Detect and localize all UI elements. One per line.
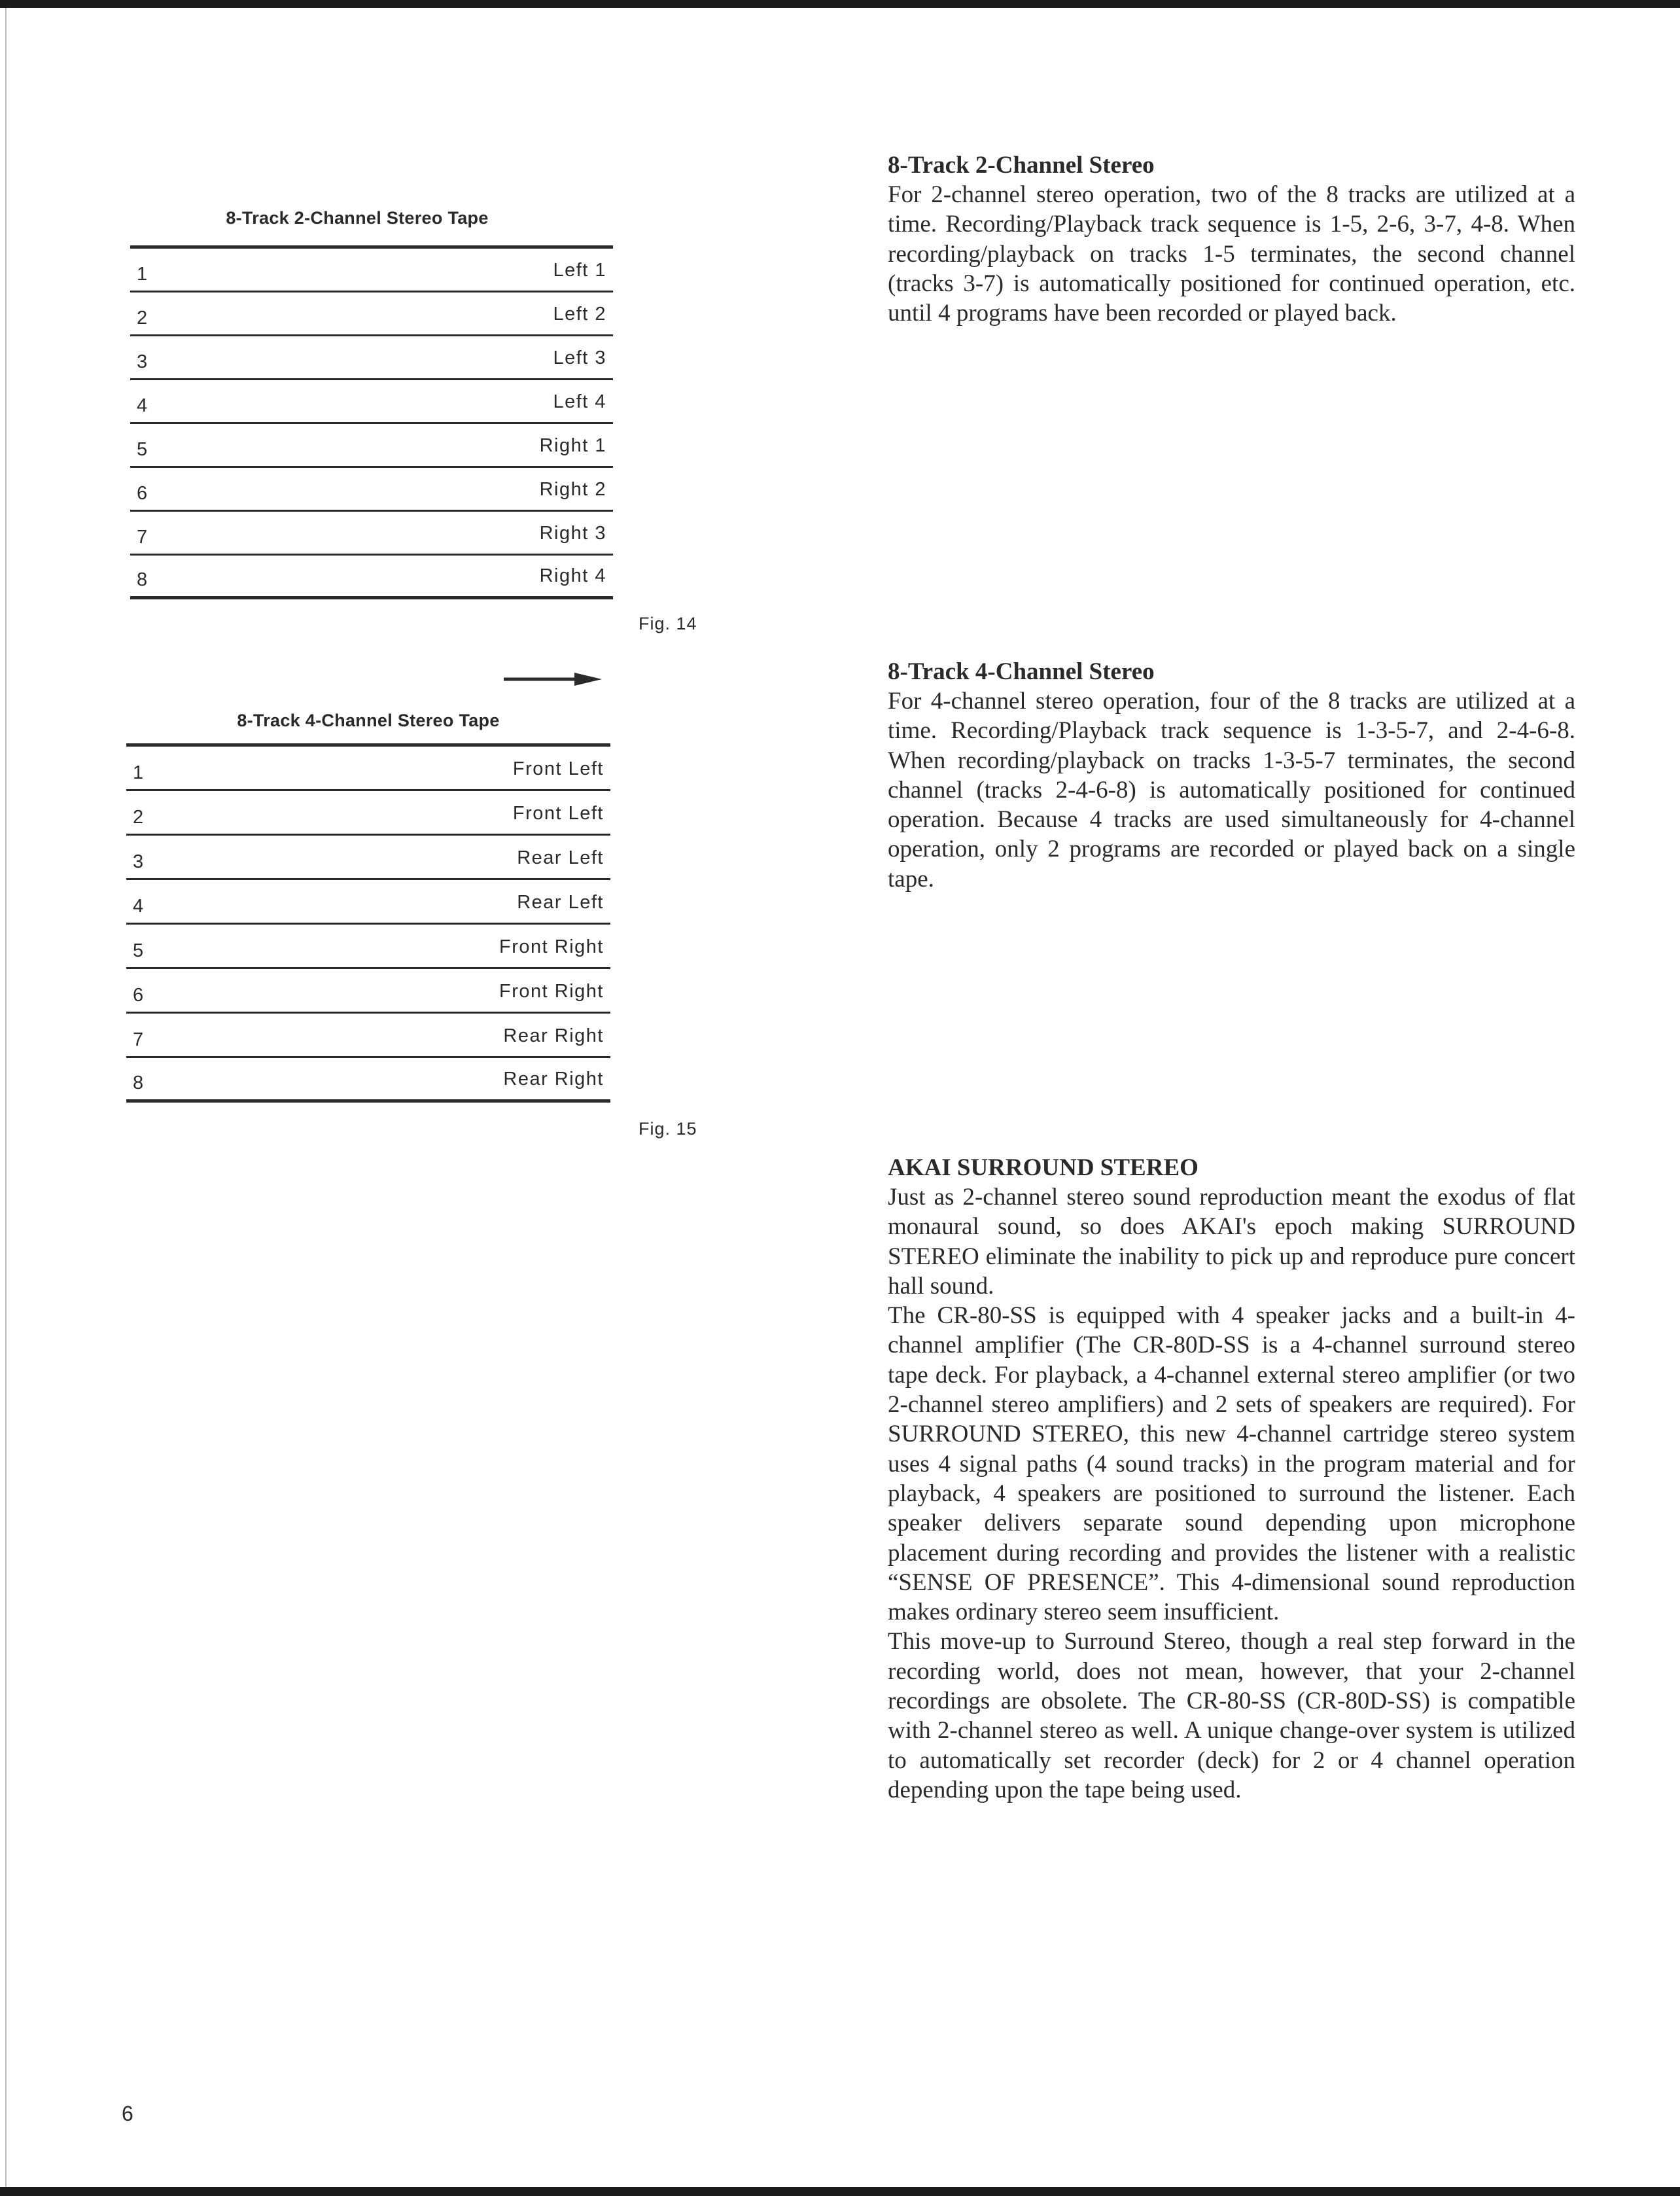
track-number: 4 bbox=[137, 395, 148, 416]
table-row bbox=[130, 424, 613, 468]
channel-label: Rear Right bbox=[503, 1025, 604, 1046]
channel-label: Front Right bbox=[499, 936, 604, 957]
table-row bbox=[126, 747, 610, 791]
page-border-bottom bbox=[0, 2187, 1680, 2196]
channel-label: Left 3 bbox=[553, 347, 606, 368]
table-row bbox=[130, 556, 613, 599]
section-body: For 2-channel stereo operation, two of the 8 tracks are utilized at a time. Recording/Playback track sequence is 1-5, 2-6, 3-7, 4-8. When recording/playback on tracks 1-5 terminates, the second channel (tracks 3-7) is automatically positioned for continued operation, etc. until 4 programs have been recorded or played back. bbox=[888, 181, 1575, 327]
track-number: 2 bbox=[137, 308, 148, 328]
fig15-table-title: 8-Track 4-Channel Stereo Tape bbox=[237, 711, 500, 730]
page-border-top bbox=[0, 0, 1680, 8]
table-row bbox=[130, 380, 613, 424]
channel-label: Front Left bbox=[512, 803, 604, 824]
channel-label: Rear Left bbox=[517, 847, 604, 868]
track-number: 5 bbox=[133, 940, 144, 961]
track-number: 1 bbox=[133, 762, 144, 783]
track-number: 7 bbox=[137, 527, 148, 548]
channel-label: Left 2 bbox=[553, 304, 606, 325]
track-number: 3 bbox=[137, 351, 148, 372]
track-number: 3 bbox=[133, 851, 144, 872]
channel-label: Rear Left bbox=[517, 892, 604, 913]
page-number: 6 bbox=[122, 2102, 133, 2125]
section-paragraph: The CR-80-SS is equipped with 4 speaker jacks and a built-in 4-channel amplifier (The CR-80D-SS is a 4-channel surround stereo tape deck. For playback, a 4-channel external stereo amplifier (or two 2-channel stereo amplifiers) and 2 sets of speakers are required). For SURROUND STEREO, this new 4-channel cartridge stereo system uses 4 signal paths (4 sound tracks) in the program material and for playback, 4 speakers are positioned to surround the listener. Each speaker delivers separate sound depending upon microphone placement during recording and provides the listener with a realistic “SENSE OF PRESENCE”. This 4-dimensional sound reproduction makes ordinary stereo seem insufficient. bbox=[888, 1302, 1575, 1626]
section-paragraph: Just as 2-channel stereo sound reproduction meant the exodus of flat monaural sound, so does AKAI's epoch making SURROUND STEREO eliminate the inability to pick up and reproduce pure concert hall sound. bbox=[888, 1184, 1575, 1300]
table-row bbox=[130, 512, 613, 556]
channel-label: Rear Right bbox=[503, 1069, 604, 1089]
table-row bbox=[126, 791, 610, 836]
section-2-channel bbox=[888, 151, 1575, 328]
table-row bbox=[126, 969, 610, 1014]
section-surround-stereo bbox=[888, 1153, 1575, 1805]
section-paragraph: This move-up to Surround Stereo, though a real step forward in the recording world, does not mean, however, that your 2-channel recordings are obsolete. The CR-80-SS (CR-80D-SS) is compatible with 2-channel stereo as well. A unique change-over system is utilized to automatically set recorder (deck) for 2 or 4 channel operation depending upon the tape being used. bbox=[888, 1628, 1575, 1803]
table-row bbox=[130, 336, 613, 380]
track-number: 8 bbox=[133, 1072, 144, 1093]
track-number: 6 bbox=[137, 483, 148, 504]
track-number: 5 bbox=[137, 439, 148, 460]
channel-label: Right 3 bbox=[539, 523, 606, 544]
table-row bbox=[130, 249, 613, 292]
table-row bbox=[126, 1058, 610, 1103]
track-number: 6 bbox=[133, 985, 144, 1006]
track-number: 1 bbox=[137, 264, 148, 285]
fig15-table-body bbox=[126, 743, 610, 1103]
fig14-caption: Fig. 14 bbox=[639, 614, 697, 633]
table-row bbox=[130, 292, 613, 336]
tape-direction-arrow-icon bbox=[504, 671, 602, 687]
fig15-caption: Fig. 15 bbox=[639, 1119, 697, 1139]
track-number: 7 bbox=[133, 1029, 144, 1050]
track-number: 8 bbox=[137, 569, 148, 590]
channel-label: Left 4 bbox=[553, 391, 606, 412]
table-row bbox=[130, 468, 613, 512]
channel-label: Right 2 bbox=[539, 479, 606, 500]
channel-label: Right 4 bbox=[539, 565, 606, 586]
table-row bbox=[126, 925, 610, 969]
section-body: For 4-channel stereo operation, four of the 8 tracks are utilized at a time. Recording/Playback track sequence is 1-3-5-7, and 2-4-6-8. When recording/playback on tracks 1-3-5-7 terminates, the second channel (tracks 2-4-6-8) is automatically positioned for continued operation. Because 4 tracks are used simultaneously for 4-channel operation, only 2 programs are recorded or played back on a single tape. bbox=[888, 688, 1575, 893]
track-number: 2 bbox=[133, 807, 144, 828]
section-heading: 8-Track 4-Channel Stereo bbox=[888, 658, 1155, 685]
table-row bbox=[126, 880, 610, 925]
section-heading: AKAI SURROUND STEREO bbox=[888, 1154, 1199, 1181]
track-number: 4 bbox=[133, 896, 144, 917]
table-row bbox=[126, 1014, 610, 1058]
channel-label: Left 1 bbox=[553, 260, 606, 281]
channel-label: Front Right bbox=[499, 981, 604, 1002]
page-border-left bbox=[5, 8, 7, 2187]
channel-label: Front Left bbox=[512, 758, 604, 779]
section-heading: 8-Track 2-Channel Stereo bbox=[888, 152, 1155, 179]
table-row bbox=[126, 836, 610, 880]
fig14-table-title: 8-Track 2-Channel Stereo Tape bbox=[226, 208, 489, 228]
channel-label: Right 1 bbox=[539, 435, 606, 456]
section-4-channel bbox=[888, 657, 1575, 894]
fig14-table-body bbox=[130, 245, 613, 599]
